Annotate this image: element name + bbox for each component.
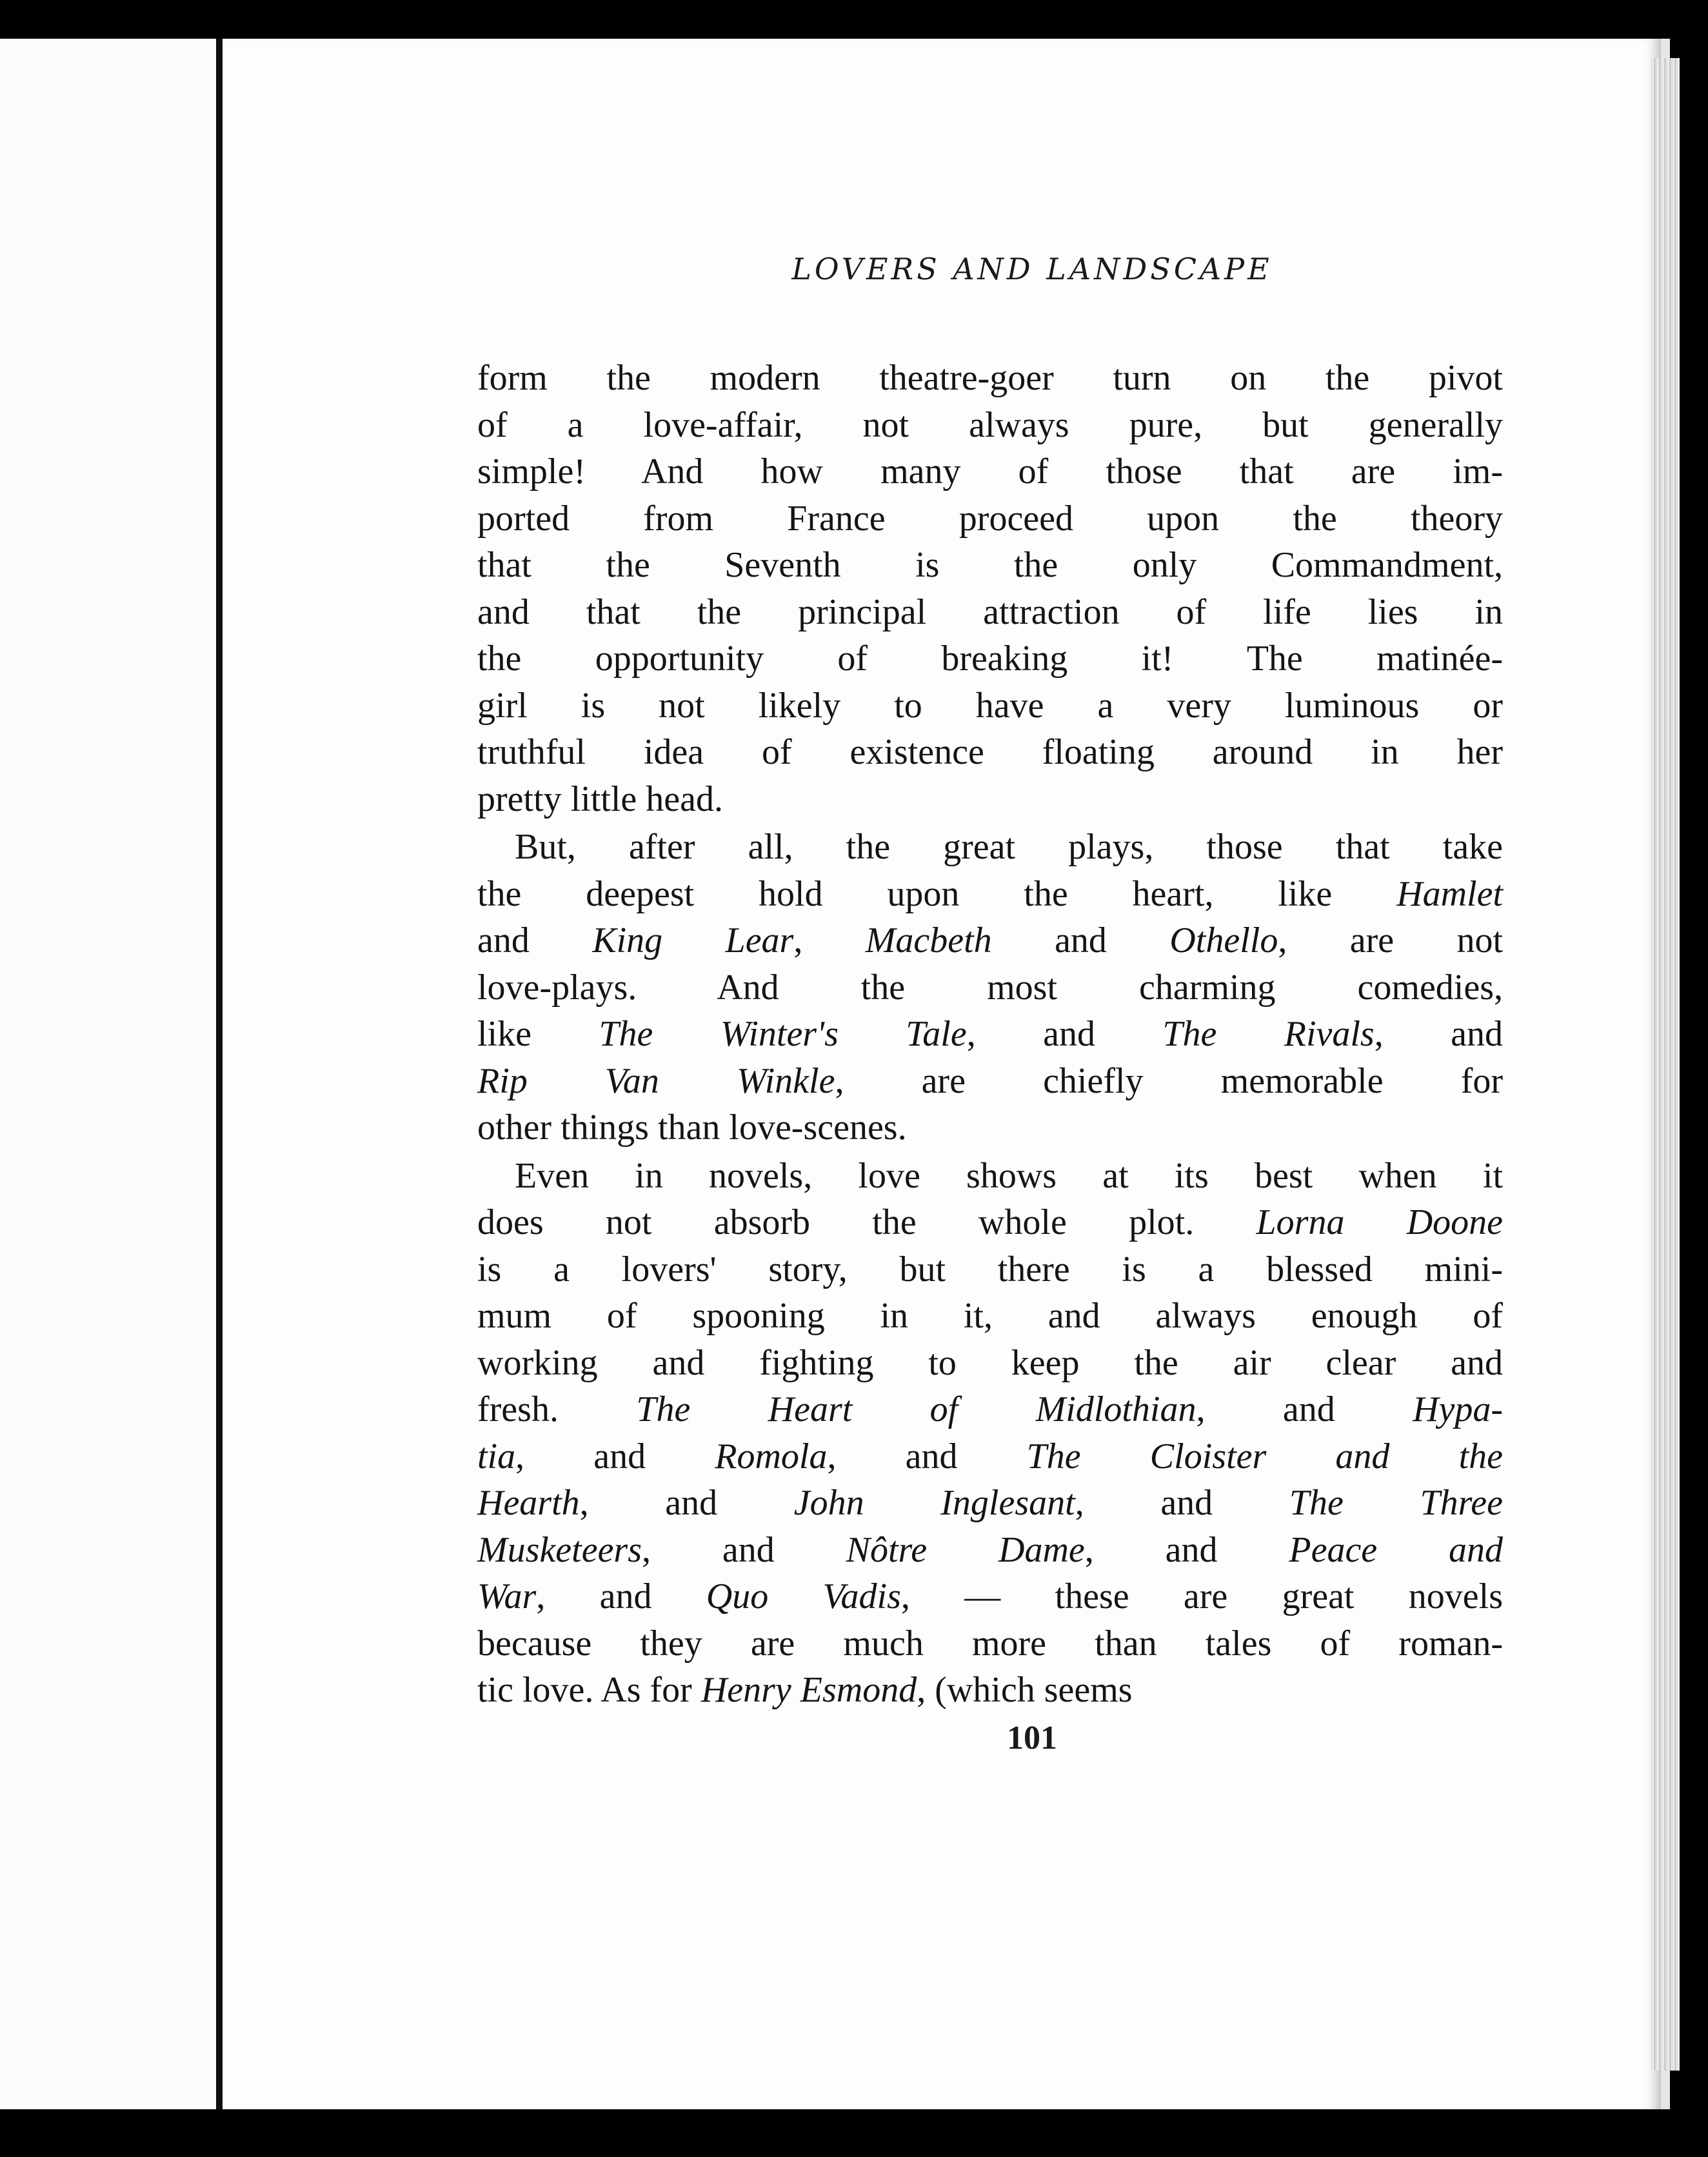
paragraph <box>477 824 1503 1151</box>
text-line: simple! And how many of those that are im- <box>477 452 1503 492</box>
text-line: tia, and Romola, and The Cloister and the <box>477 1436 1503 1476</box>
text-line: girl is not likely to have a very luminous or <box>477 685 1503 726</box>
text-line: that the Seventh is the only Commandment, <box>477 545 1503 585</box>
book-page <box>223 39 1670 2109</box>
text-line: and King Lear, Macbeth and Othello, are not <box>477 920 1504 960</box>
text-line: Musketeers, and Nôtre Dame, and Peace and <box>477 1529 1504 1570</box>
text-line: fresh. The Heart of Midlothian, and Hypa- <box>477 1389 1504 1429</box>
text-line: Rip Van Winkle, are chiefly memorable for <box>477 1060 1504 1101</box>
text-line: War, and Quo Vadis, — these are great novels <box>477 1576 1504 1616</box>
body-text <box>477 355 1503 1714</box>
text-line: form the modern theatre-goer turn on the pivot <box>477 358 1503 398</box>
text-line: because they are much more than tales of roman- <box>477 1623 1503 1664</box>
book-gutter <box>216 39 223 2109</box>
paragraph <box>477 355 1503 822</box>
text-line: and that the principal attraction of life lies in <box>477 591 1503 632</box>
text-line: like The Winter's Tale, and The Rivals, and <box>477 1014 1503 1054</box>
text-line: love-plays. And the most charming comedies, <box>477 967 1503 1008</box>
text-line: But, after all, the great plays, those that take <box>515 827 1503 867</box>
text-line: ported from France proceed upon the theory <box>477 498 1503 539</box>
page-stack-edges <box>1651 58 1680 2071</box>
text-line: the deepest hold upon the heart, like Hamlet <box>477 873 1503 914</box>
facing-page-edge <box>0 39 216 2109</box>
text-line: Hearth, and John Inglesant, and The Three <box>477 1483 1504 1523</box>
text-line: tic love. As for Henry Esmond, (which seems <box>477 1670 1133 1710</box>
text-line: other things than love-scenes. <box>477 1108 907 1148</box>
text-line: pretty little head. <box>477 779 723 819</box>
paragraph <box>477 1153 1503 1714</box>
running-head: LOVERS AND LANDSCAPE <box>791 252 1273 286</box>
text-line: is a lovers' story, but there is a blessed mini- <box>477 1249 1503 1289</box>
text-line: working and fighting to keep the air clear and <box>477 1342 1503 1383</box>
text-line: does not absorb the whole plot. Lorna Doone <box>477 1202 1504 1242</box>
text-line: of a love-affair, not always pure, but generally <box>477 404 1503 445</box>
page-number: 101 <box>1007 1720 1057 1756</box>
text-line: mum of spooning in it, and always enough of <box>477 1296 1503 1336</box>
text-line: truthful idea of existence floating around in her <box>477 732 1503 772</box>
text-line: the opportunity of breaking it! The matinée- <box>477 639 1503 679</box>
text-line: Even in novels, love shows at its best when it <box>515 1155 1503 1196</box>
